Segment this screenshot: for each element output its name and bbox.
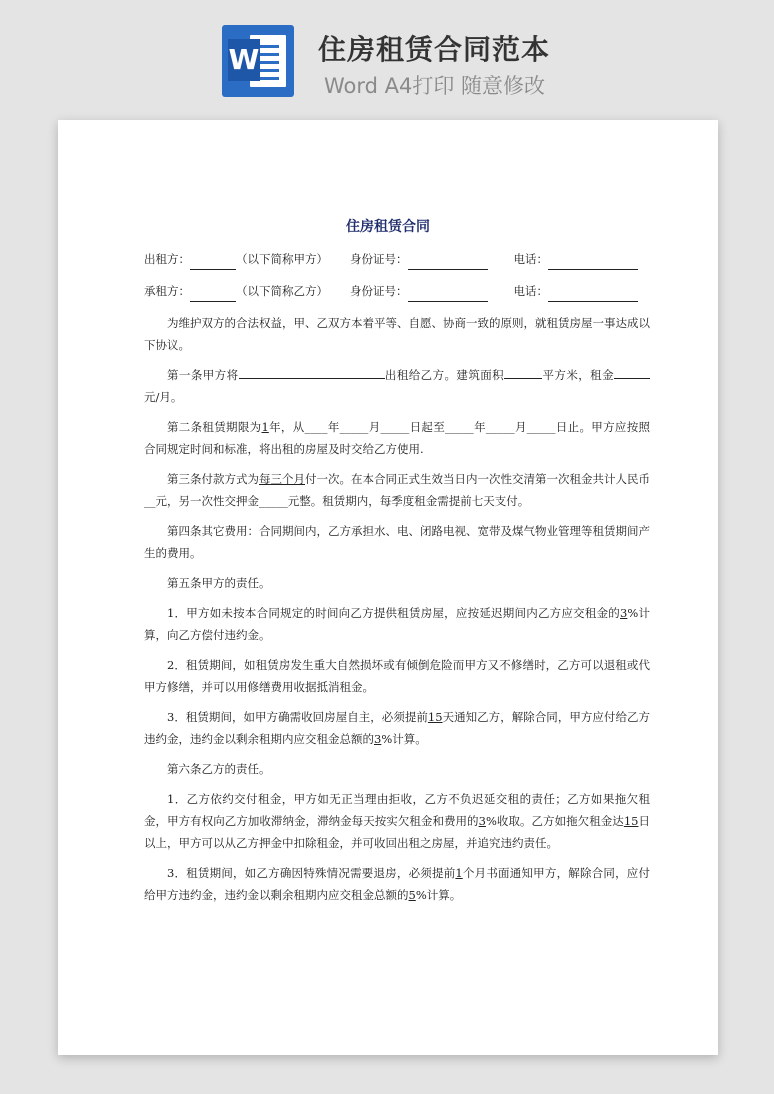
lessee-id-blank[interactable] [408,287,488,302]
lessee-label: 承租方： [144,284,190,298]
overdue-days: 15 [623,814,639,828]
landlord-penalty-rate: 3 [374,732,382,746]
tenant-notice-months: 1 [455,866,463,880]
landlord-notice-days: 15 [427,710,443,724]
lessor-phone-label: 电话： [513,252,548,266]
lessee-id-label: 身份证号： [350,284,408,298]
document-title: 住房租赁合同 [346,219,430,235]
area-blank[interactable] [504,364,542,379]
article-3: 第三条付款方式为每三个月付一次。在本合同正式生效当日内一次性交清第一次租金共计人民币__元，另一次性交押金_____元整。租赁期内，每季度租金需提前七天支付。 [144,472,650,508]
document-page [58,120,718,1055]
article-6-clause-1: 1．乙方依约交付租金，甲方如无正当理由拒收，乙方不负迟延交租的责任；乙方如果拖欠租金，甲方有权向乙方加收滞纳金，滞纳金每天按实欠租金和费用的3%收取。乙方如拖欠租金达15日以上，甲方可以从乙方押金中扣除租金，并可收回出租之房屋，并追究违约责任。 [144,792,651,850]
lessee-suffix: （以下简称乙方） [236,284,328,298]
lessee-row [144,280,650,302]
rent-blank[interactable] [614,364,650,379]
article-5-clause-3: 3．租赁期间，如甲方确需收回房屋自主，必须提前15天通知乙方，解除合同，甲方应付给乙方违约金，违约金以剩余租期内应交租金总额的3%计算。 [144,710,650,746]
lessor-blank[interactable] [190,255,236,270]
document-body [144,248,650,914]
lessee-phone-blank[interactable] [548,287,638,302]
lessor-id-blank[interactable] [408,255,488,270]
page-header [0,0,774,110]
article-6-heading: 第六条乙方的责任。 [167,762,271,776]
article-6-clause-3: 3．租赁期间，如乙方确因特殊情况需要退房，必须提前1个月书面通知甲方，解除合同，应付给甲方违约金，违约金以剩余租期内应交租金总额的5%计算。 [144,866,650,902]
word-letter: W [228,39,260,81]
article-1: 第一条甲方将 出租给乙方。建筑面积 平方米，租金元/月。 [144,364,650,408]
lessor-id-label: 身份证号： [350,252,408,266]
property-address-blank[interactable] [239,364,385,379]
lessor-label: 出租方： [144,252,190,266]
lessor-suffix: （以下简称甲方） [236,252,328,266]
late-fee-rate: 3 [478,814,486,828]
article-2: 第二条租赁期限为1年，从____年_____月_____日起至_____年_____月_____日止。甲方应按照合同规定时间和标准，将出租的房屋及时交给乙方使用. [144,420,651,456]
word-icon [222,25,294,97]
late-delivery-rate: 3 [620,606,628,620]
lessor-phone-blank[interactable] [548,255,638,270]
lessee-phone-label: 电话： [513,284,548,298]
tenant-penalty-rate: 5 [408,888,416,902]
intro-paragraph: 为维护双方的合法权益，甲、乙双方本着平等、自愿、协商一致的原则，就租赁房屋一事达成以下协议。 [144,316,650,352]
article-5-clause-1: 1．甲方如未按本合同规定的时间向乙方提供租赁房屋，应按延迟期间内乙方应交租金的3%计算，向乙方偿付违约金。 [144,606,650,642]
article-5-heading: 第五条甲方的责任。 [167,576,271,590]
lessor-row [144,248,650,270]
article-5-clause-2: 2．租赁期间，如租赁房发生重大自然损坏或有倾倒危险而甲方又不修缮时，乙方可以退租或代甲方修缮，并可以用修缮费用收据抵消租金。 [144,658,650,694]
lease-years-value: 1 [261,420,269,434]
article-4: 第四条其它费用：合同期间内，乙方承担水、电、闭路电视、宽带及煤气物业管理等租赁期间产生的费用。 [144,524,650,560]
lessee-blank[interactable] [190,287,236,302]
payment-method-value: 每三个月 [259,472,305,486]
page-title: 住房租赁合同范本 [318,33,551,66]
page-subtitle: Word A4打印 随意修改 [324,74,546,98]
